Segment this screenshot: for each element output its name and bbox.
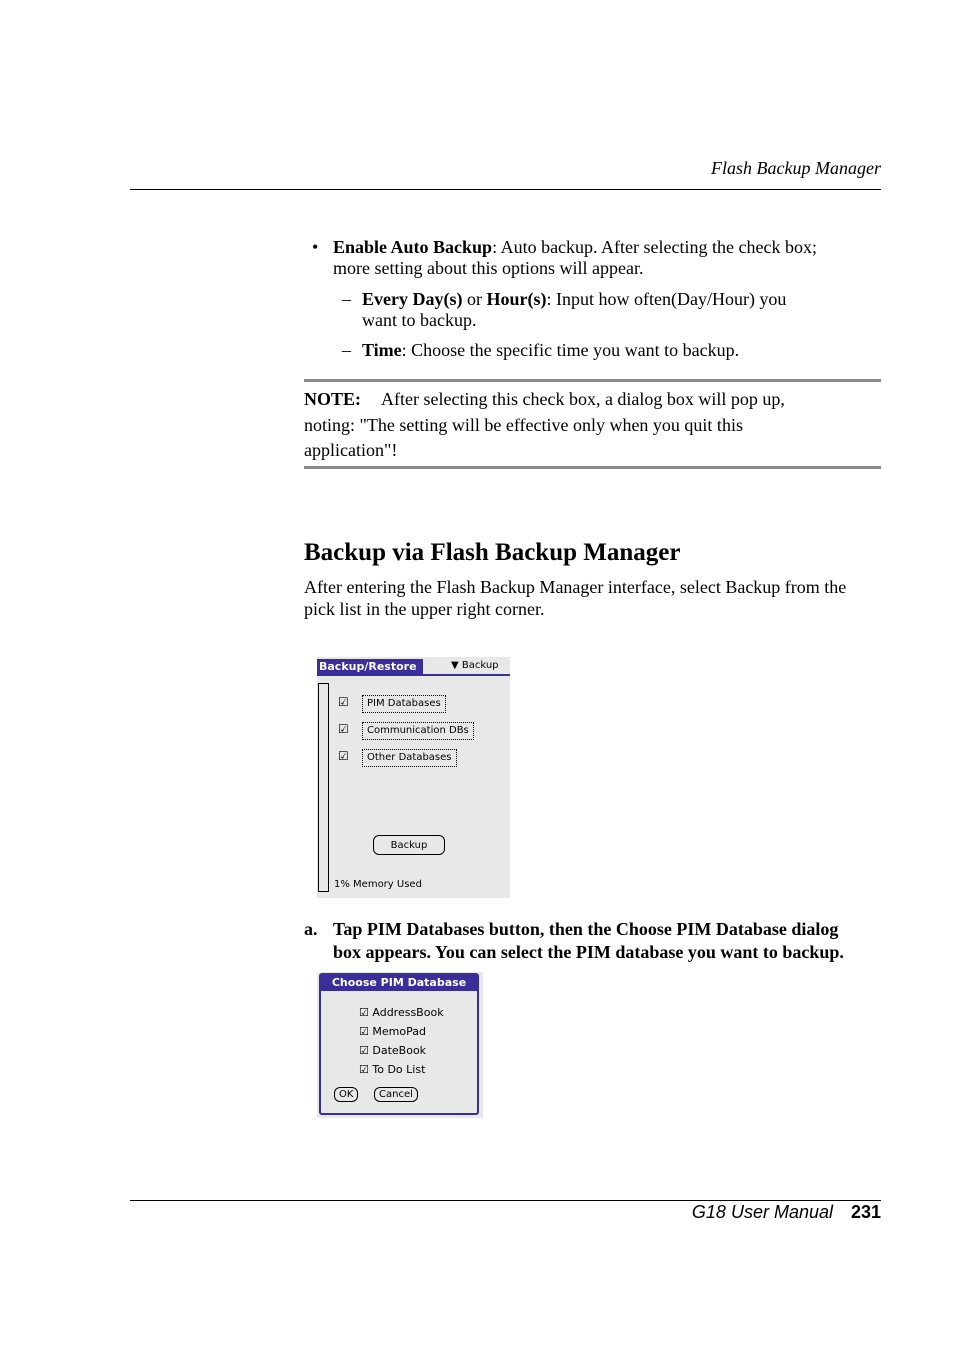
checkbox-other[interactable]: ☑ bbox=[338, 749, 349, 763]
other-databases-button[interactable]: Other Databases bbox=[362, 749, 457, 767]
checkbox-icon[interactable]: ☑ bbox=[359, 1025, 369, 1038]
dash-marker-1: – bbox=[342, 289, 351, 309]
checkbox-icon[interactable]: ☑ bbox=[359, 1006, 369, 1019]
note-bottom-rule bbox=[304, 466, 881, 469]
todolist-item[interactable] bbox=[359, 1063, 425, 1077]
title-underline bbox=[317, 674, 510, 676]
datebook-item[interactable] bbox=[359, 1044, 426, 1058]
step-a-line-1: Tap PIM Databases button, then the Choose PIM Database dialog bbox=[333, 919, 839, 939]
note-line-3: application"! bbox=[304, 440, 398, 460]
addressbook-label: AddressBook bbox=[372, 1006, 444, 1019]
page-number: 231 bbox=[850, 1202, 881, 1222]
every-day-text-2: want to backup. bbox=[362, 310, 477, 330]
note-line-2: noting: "The setting will be effective only when you quit this bbox=[304, 414, 743, 435]
note-box bbox=[304, 387, 785, 464]
communication-dbs-button[interactable]: Communication DBs bbox=[362, 722, 474, 740]
bullet-marker: • bbox=[312, 237, 319, 257]
datebook-label: DateBook bbox=[372, 1044, 427, 1057]
section-intro-line-2: pick list in the upper right corner. bbox=[304, 599, 545, 619]
ok-button[interactable]: OK bbox=[334, 1087, 358, 1102]
dash-marker-2: – bbox=[342, 340, 351, 360]
cancel-button[interactable]: Cancel bbox=[374, 1087, 418, 1102]
footer-rule bbox=[130, 1200, 881, 1201]
backup-button[interactable]: Backup bbox=[373, 835, 445, 855]
time-label: Time bbox=[362, 340, 402, 360]
dialog-title: Choose PIM Database bbox=[321, 975, 477, 991]
checkbox-icon[interactable]: ☑ bbox=[359, 1044, 369, 1057]
note-line-1: After selecting this check box, a dialog box will pop up, bbox=[381, 389, 785, 409]
step-a-line-2: box appears. You can select the PIM database you want to backup. bbox=[333, 942, 844, 962]
enable-auto-backup-label: Enable Auto Backup bbox=[333, 237, 493, 257]
memopad-item[interactable] bbox=[359, 1025, 426, 1039]
note-label: NOTE: bbox=[304, 389, 362, 409]
footer-manual-title: G18 User Manual bbox=[691, 1202, 833, 1222]
enable-auto-backup-item bbox=[333, 237, 817, 279]
enable-auto-backup-text-2: more setting about this options will appear. bbox=[333, 258, 644, 278]
every-day-text-1: : Input how often(Day/Hour) you bbox=[546, 289, 787, 309]
memopad-label: MemoPad bbox=[372, 1025, 426, 1038]
choose-pim-database-screenshot bbox=[317, 972, 483, 1118]
checkbox-icon[interactable]: ☑ bbox=[359, 1063, 369, 1076]
memory-gauge bbox=[318, 683, 329, 892]
memory-used-label: 1% Memory Used bbox=[334, 879, 422, 890]
backup-restore-title: Backup/Restore bbox=[317, 659, 423, 674]
checkbox-pim[interactable]: ☑ bbox=[338, 695, 349, 709]
section-intro bbox=[304, 576, 846, 620]
todolist-label: To Do List bbox=[372, 1063, 426, 1076]
section-intro-line-1: After entering the Flash Backup Manager interface, select Backup from the bbox=[304, 577, 847, 597]
section-title: Backup via Flash Backup Manager bbox=[304, 539, 681, 566]
checkbox-communication[interactable]: ☑ bbox=[338, 722, 349, 736]
pim-databases-button[interactable]: PIM Databases bbox=[362, 695, 446, 713]
addressbook-item[interactable] bbox=[359, 1006, 444, 1020]
running-header: Flash Backup Manager bbox=[711, 158, 881, 178]
backup-restore-screenshot bbox=[317, 657, 510, 898]
hours-label: Hour(s) bbox=[486, 289, 547, 309]
enable-auto-backup-text-1: : Auto backup. After selecting the check box; bbox=[492, 237, 817, 257]
dialog-frame bbox=[319, 973, 479, 1115]
header-rule bbox=[130, 189, 881, 190]
backup-picklist[interactable]: ▼ Backup bbox=[451, 660, 499, 671]
every-day-item bbox=[362, 289, 786, 331]
step-a-marker: a. bbox=[304, 919, 318, 939]
note-top-rule bbox=[304, 379, 881, 382]
step-a-text bbox=[333, 918, 844, 964]
time-text: : Choose the specific time you want to backup. bbox=[401, 340, 740, 360]
time-item bbox=[362, 340, 739, 361]
every-day-label: Every Day(s) bbox=[362, 289, 463, 309]
or-text: or bbox=[462, 289, 487, 309]
